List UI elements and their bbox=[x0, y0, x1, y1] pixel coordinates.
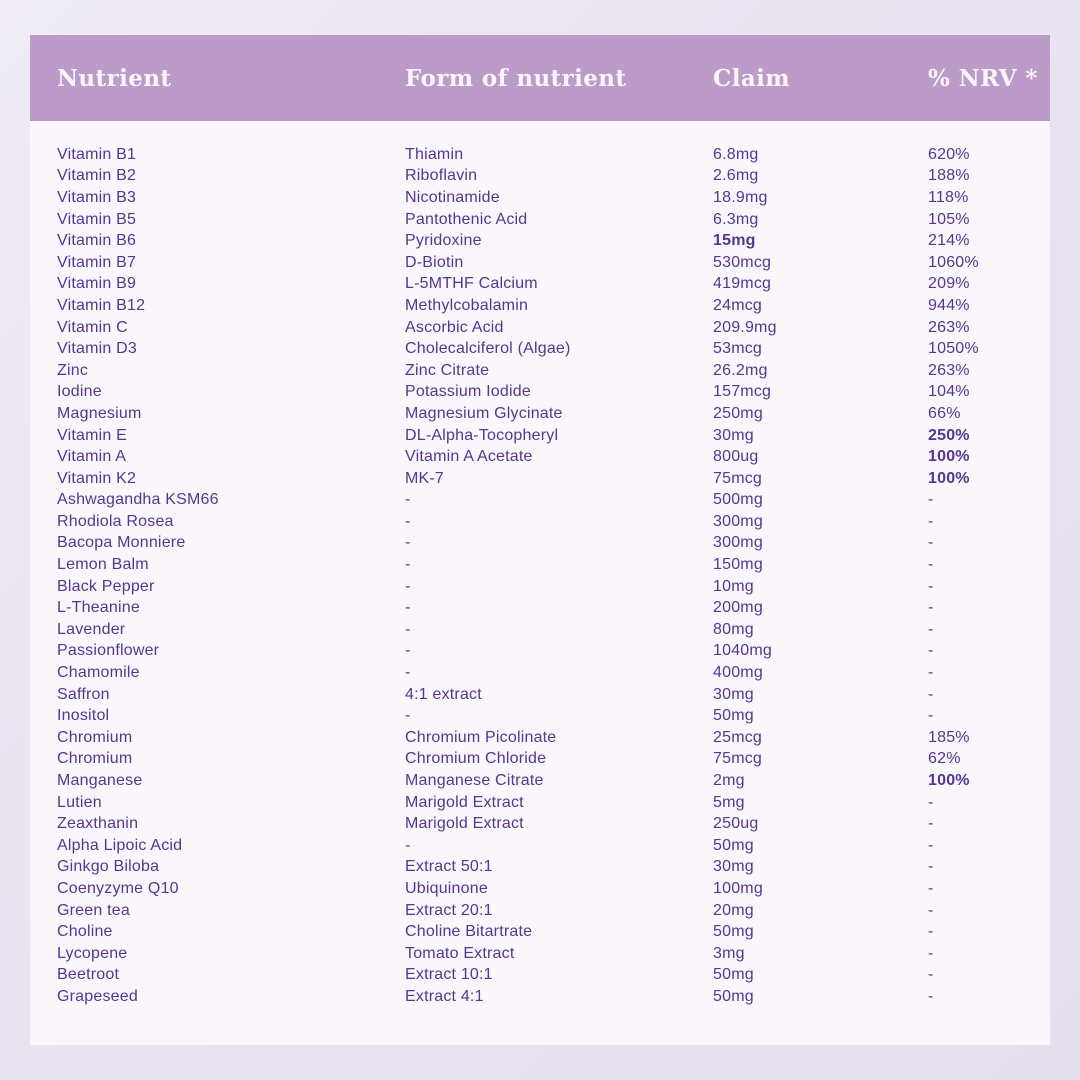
nrv-cell: - bbox=[928, 685, 934, 703]
table-row bbox=[57, 468, 1050, 490]
table-row bbox=[57, 274, 1050, 296]
table-row bbox=[57, 360, 1050, 382]
claim-cell: 5mg bbox=[713, 793, 745, 811]
form-cell: Chromium Picolinate bbox=[405, 728, 557, 746]
nutrient-cell: Magnesium bbox=[57, 404, 142, 422]
nrv-cell: - bbox=[928, 707, 934, 725]
nrv-cell: - bbox=[928, 987, 934, 1005]
form-cell: 4:1 extract bbox=[405, 685, 482, 703]
table-row bbox=[57, 317, 1050, 339]
claim-cell: 250ug bbox=[713, 815, 759, 833]
nutrient-cell: L-Theanine bbox=[57, 599, 140, 617]
form-cell: Cholecalciferol (Algae) bbox=[405, 340, 571, 358]
nutrient-cell: Black Pepper bbox=[57, 577, 155, 595]
nrv-cell: - bbox=[928, 944, 934, 962]
column-header-nrv: % NRV * bbox=[928, 64, 1038, 92]
claim-cell: 1040mg bbox=[713, 642, 773, 660]
table-row bbox=[57, 252, 1050, 274]
claim-cell: 419mcg bbox=[713, 275, 772, 293]
claim-cell: 25mcg bbox=[713, 728, 763, 746]
claim-cell: 26.2mg bbox=[713, 361, 768, 379]
form-cell: Methylcobalamin bbox=[405, 296, 529, 314]
nutrient-cell: Vitamin B2 bbox=[57, 167, 137, 185]
form-cell: Potassium Iodide bbox=[405, 383, 531, 401]
nrv-cell: - bbox=[928, 534, 934, 552]
form-cell: - bbox=[405, 620, 411, 638]
nrv-cell: - bbox=[928, 966, 934, 984]
claim-cell: 53mcg bbox=[713, 340, 763, 358]
nutrient-cell: Beetroot bbox=[57, 966, 120, 984]
form-cell: - bbox=[405, 642, 411, 660]
form-cell: - bbox=[405, 577, 411, 595]
nrv-cell: 105% bbox=[928, 210, 970, 228]
table-row bbox=[57, 641, 1050, 663]
nrv-cell: 66% bbox=[928, 404, 961, 422]
nutrient-cell: Vitamin B7 bbox=[57, 253, 137, 271]
nrv-cell: - bbox=[928, 556, 934, 574]
claim-cell: 50mg bbox=[713, 987, 754, 1005]
table-row bbox=[57, 576, 1050, 598]
nutrient-cell: Zeaxthanin bbox=[57, 815, 139, 833]
nrv-cell: 944% bbox=[928, 296, 970, 314]
form-cell: Marigold Extract bbox=[405, 815, 524, 833]
claim-cell: 200mg bbox=[713, 599, 763, 617]
nutrient-cell: Chamomile bbox=[57, 664, 140, 682]
nutrient-table-card bbox=[30, 35, 1050, 1045]
nrv-cell: - bbox=[928, 815, 934, 833]
nrv-cell: - bbox=[928, 793, 934, 811]
nrv-cell: 62% bbox=[928, 750, 961, 768]
claim-cell: 24mcg bbox=[713, 296, 763, 314]
claim-cell: 800ug bbox=[713, 448, 759, 466]
form-cell: - bbox=[405, 491, 411, 509]
nutrient-cell: Chromium bbox=[57, 728, 133, 746]
nrv-cell: - bbox=[928, 923, 934, 941]
nutrient-cell: Coenyzyme Q10 bbox=[57, 879, 179, 897]
form-cell: - bbox=[405, 599, 411, 617]
nutrient-cell: Chromium bbox=[57, 750, 133, 768]
claim-cell: 209.9mg bbox=[713, 318, 777, 336]
table-row bbox=[57, 749, 1050, 771]
nutrient-cell: Manganese bbox=[57, 772, 143, 790]
nutrient-cell: Vitamin K2 bbox=[57, 469, 137, 487]
nutrient-cell: Vitamin C bbox=[57, 318, 128, 336]
table-row bbox=[57, 813, 1050, 835]
nutrient-cell: Grapeseed bbox=[57, 987, 138, 1005]
nrv-cell: 185% bbox=[928, 728, 970, 746]
claim-cell: 30mg bbox=[713, 685, 754, 703]
table-row bbox=[57, 166, 1050, 188]
form-cell: Thiamin bbox=[405, 145, 464, 163]
form-cell: Choline Bitartrate bbox=[405, 923, 533, 941]
form-cell: Nicotinamide bbox=[405, 188, 500, 206]
table-row bbox=[57, 490, 1050, 512]
table-row bbox=[57, 662, 1050, 684]
nrv-cell: 620% bbox=[928, 145, 970, 163]
form-cell: Marigold Extract bbox=[405, 793, 524, 811]
claim-cell: 2mg bbox=[713, 772, 745, 790]
form-cell: Vitamin A Acetate bbox=[405, 448, 533, 466]
nrv-cell: - bbox=[928, 901, 934, 919]
form-cell: Riboflavin bbox=[405, 167, 478, 185]
nutrient-cell: Bacopa Monniere bbox=[57, 534, 186, 552]
nutrient-cell: Zinc bbox=[57, 361, 89, 379]
nrv-cell: - bbox=[928, 664, 934, 682]
table-row bbox=[57, 425, 1050, 447]
claim-cell: 250mg bbox=[713, 404, 763, 422]
table-row bbox=[57, 921, 1050, 943]
claim-cell: 500mg bbox=[713, 491, 763, 509]
nutrient-cell: Ginkgo Biloba bbox=[57, 858, 160, 876]
nrv-cell: - bbox=[928, 577, 934, 595]
table-row bbox=[57, 209, 1050, 231]
nutrient-cell: Vitamin D3 bbox=[57, 340, 137, 358]
form-cell: - bbox=[405, 707, 411, 725]
form-cell: L-5MTHF Calcium bbox=[405, 275, 538, 293]
form-cell: - bbox=[405, 534, 411, 552]
nrv-cell: - bbox=[928, 491, 934, 509]
claim-cell: 30mg bbox=[713, 858, 754, 876]
form-cell: Manganese Citrate bbox=[405, 772, 544, 790]
nrv-cell: 188% bbox=[928, 167, 970, 185]
nrv-cell: 1050% bbox=[928, 340, 979, 358]
form-cell: Chromium Chloride bbox=[405, 750, 547, 768]
nrv-cell: 214% bbox=[928, 232, 970, 250]
claim-cell: 50mg bbox=[713, 966, 754, 984]
nrv-cell: 250% bbox=[928, 426, 970, 444]
nrv-cell: 100% bbox=[928, 772, 970, 790]
nrv-cell: 118% bbox=[928, 188, 969, 206]
table-body bbox=[30, 121, 1050, 1008]
form-cell: Extract 20:1 bbox=[405, 901, 493, 919]
nutrient-cell: Choline bbox=[57, 923, 113, 941]
claim-cell: 15mg bbox=[713, 232, 756, 250]
table-row bbox=[57, 295, 1050, 317]
claim-cell: 300mg bbox=[713, 512, 763, 530]
claim-cell: 50mg bbox=[713, 707, 754, 725]
column-header-nutrient: Nutrient bbox=[57, 64, 172, 92]
claim-cell: 6.3mg bbox=[713, 210, 759, 228]
form-cell: Extract 10:1 bbox=[405, 966, 493, 984]
nutrient-cell: Lavender bbox=[57, 620, 126, 638]
table-row bbox=[57, 878, 1050, 900]
table-row bbox=[57, 446, 1050, 468]
claim-cell: 75mcg bbox=[713, 750, 763, 768]
table-row bbox=[57, 382, 1050, 404]
table-row bbox=[57, 338, 1050, 360]
table-row bbox=[57, 943, 1050, 965]
form-cell: - bbox=[405, 556, 411, 574]
nrv-cell: - bbox=[928, 858, 934, 876]
column-header-form: Form of nutrient bbox=[405, 64, 627, 92]
claim-cell: 50mg bbox=[713, 923, 754, 941]
form-cell: Tomato Extract bbox=[405, 944, 515, 962]
nutrient-cell: Rhodiola Rosea bbox=[57, 512, 174, 530]
table-row bbox=[57, 835, 1050, 857]
table-row bbox=[57, 705, 1050, 727]
table-header-row bbox=[30, 35, 1050, 121]
nutrient-cell: Passionflower bbox=[57, 642, 160, 660]
nrv-cell: 209% bbox=[928, 275, 970, 293]
claim-cell: 3mg bbox=[713, 944, 745, 962]
form-cell: Pyridoxine bbox=[405, 232, 482, 250]
claim-cell: 100mg bbox=[713, 879, 763, 897]
nrv-cell: 263% bbox=[928, 318, 970, 336]
nutrient-cell: Vitamin A bbox=[57, 448, 127, 466]
form-cell: D-Biotin bbox=[405, 253, 464, 271]
nutrient-cell: Alpha Lipoic Acid bbox=[57, 836, 183, 854]
claim-cell: 20mg bbox=[713, 901, 754, 919]
table-row bbox=[57, 511, 1050, 533]
nutrient-cell: Vitamin B1 bbox=[57, 145, 137, 163]
claim-cell: 300mg bbox=[713, 534, 763, 552]
claim-cell: 157mcg bbox=[713, 383, 772, 401]
claim-cell: 150mg bbox=[713, 556, 763, 574]
claim-cell: 80mg bbox=[713, 620, 754, 638]
form-cell: DL-Alpha-Tocopheryl bbox=[405, 426, 559, 444]
nrv-cell: - bbox=[928, 512, 934, 530]
table-row bbox=[57, 900, 1050, 922]
form-cell: - bbox=[405, 664, 411, 682]
nutrient-cell: Lemon Balm bbox=[57, 556, 149, 574]
claim-cell: 30mg bbox=[713, 426, 754, 444]
form-cell: Magnesium Glycinate bbox=[405, 404, 563, 422]
form-cell: Ascorbic Acid bbox=[405, 318, 504, 336]
nrv-cell: - bbox=[928, 620, 934, 638]
table-row bbox=[57, 986, 1050, 1008]
form-cell: Pantothenic Acid bbox=[405, 210, 528, 228]
nrv-cell: - bbox=[928, 599, 934, 617]
nutrient-cell: Green tea bbox=[57, 901, 130, 919]
table-row bbox=[57, 619, 1050, 641]
claim-cell: 530mcg bbox=[713, 253, 772, 271]
claim-cell: 10mg bbox=[713, 577, 754, 595]
column-header-claim: Claim bbox=[713, 64, 791, 92]
nrv-cell: 100% bbox=[928, 448, 970, 466]
form-cell: - bbox=[405, 512, 411, 530]
form-cell: Ubiquinone bbox=[405, 879, 488, 897]
nutrient-cell: Vitamin E bbox=[57, 426, 127, 444]
claim-cell: 6.8mg bbox=[713, 145, 759, 163]
nrv-cell: 263% bbox=[928, 361, 970, 379]
nrv-cell: - bbox=[928, 836, 934, 854]
nutrient-cell: Saffron bbox=[57, 685, 110, 703]
table-row bbox=[57, 597, 1050, 619]
table-row bbox=[57, 684, 1050, 706]
nutrient-cell: Iodine bbox=[57, 383, 102, 401]
table-row bbox=[57, 965, 1050, 987]
table-row bbox=[57, 403, 1050, 425]
form-cell: Extract 4:1 bbox=[405, 987, 484, 1005]
table-row bbox=[57, 770, 1050, 792]
nutrient-cell: Lycopene bbox=[57, 944, 128, 962]
nutrient-cell: Vitamin B5 bbox=[57, 210, 137, 228]
nrv-cell: - bbox=[928, 642, 934, 660]
nutrient-cell: Ashwagandha KSM66 bbox=[57, 491, 219, 509]
nutrient-cell: Vitamin B3 bbox=[57, 188, 137, 206]
claim-cell: 18.9mg bbox=[713, 188, 768, 206]
table-row bbox=[57, 230, 1050, 252]
form-cell: Zinc Citrate bbox=[405, 361, 490, 379]
nutrient-cell: Vitamin B12 bbox=[57, 296, 146, 314]
table-row bbox=[57, 533, 1050, 555]
claim-cell: 75mcg bbox=[713, 469, 763, 487]
nutrient-cell: Vitamin B9 bbox=[57, 275, 137, 293]
nutrient-cell: Inositol bbox=[57, 707, 110, 725]
form-cell: - bbox=[405, 836, 411, 854]
form-cell: MK-7 bbox=[405, 469, 445, 487]
form-cell: Extract 50:1 bbox=[405, 858, 493, 876]
table-row bbox=[57, 187, 1050, 209]
claim-cell: 400mg bbox=[713, 664, 763, 682]
table-row bbox=[57, 727, 1050, 749]
nrv-cell: 104% bbox=[928, 383, 970, 401]
claim-cell: 50mg bbox=[713, 836, 754, 854]
nutrient-cell: Vitamin B6 bbox=[57, 232, 137, 250]
nrv-cell: 100% bbox=[928, 469, 970, 487]
table-row bbox=[57, 144, 1050, 166]
nrv-cell: 1060% bbox=[928, 253, 979, 271]
table-row bbox=[57, 554, 1050, 576]
nrv-cell: - bbox=[928, 879, 934, 897]
table-row bbox=[57, 857, 1050, 879]
claim-cell: 2.6mg bbox=[713, 167, 759, 185]
table-row bbox=[57, 792, 1050, 814]
nutrient-cell: Lutien bbox=[57, 793, 102, 811]
